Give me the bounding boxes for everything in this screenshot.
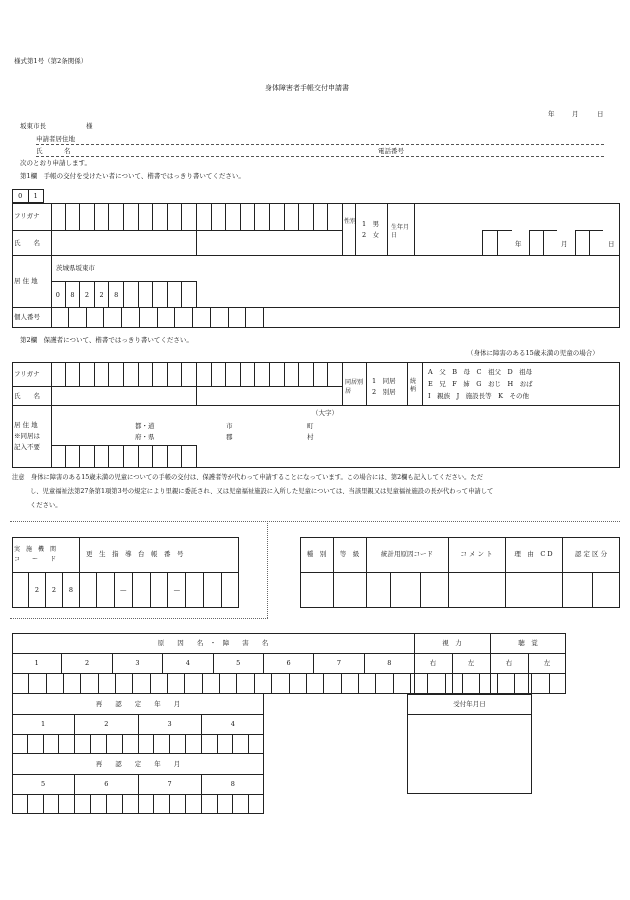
sec2-name-label: 氏 名 [14, 392, 40, 400]
recert-cells-2[interactable] [12, 794, 264, 814]
relation-line-2[interactable]: E 兄 F 姉 G おじ H おば [428, 380, 533, 388]
cause-title: 原 因 名 ・ 障 害 名 [157, 639, 269, 647]
unit-machi: 町 [307, 422, 314, 430]
relation-line-1[interactable]: A 父 B 母 C 祖父 D 祖母 [428, 368, 533, 376]
ledger-cells[interactable]: — — [79, 572, 239, 608]
sec1-heading: 第1欄 手帳の交付を受けたい者について、楷書ではっきり書いてください。 [20, 172, 245, 180]
phone-label: 電話番号 [378, 147, 404, 155]
hdr-kind: 種 別 [306, 550, 327, 558]
org-code-label-1: 実 施 機 関 [14, 546, 57, 553]
applicant-name-label: 氏 [36, 147, 43, 155]
notice-line-1: 注意 身体に障害のある15歳未満の児童についての手帳の交付は、保護者等が代わって申請することになっています。この場合には、第2欄も記入してください。ただ [12, 474, 483, 481]
vision-left: 左 [467, 659, 475, 667]
sec1-code-cells: 0 1 [12, 189, 44, 203]
org-code-cells[interactable]: 2 2 8 [12, 572, 79, 608]
furigana-input[interactable] [51, 203, 342, 230]
sec2-note: （身体に障害のある15歳未満の児童の場合） [467, 349, 599, 357]
recert-cells-1[interactable] [12, 734, 264, 754]
cut-line [10, 521, 620, 522]
sec2-furigana: フリガナ [14, 370, 40, 378]
hdr-cert-class: 認 定 区 分 [574, 550, 608, 558]
date-day: 日 [597, 110, 604, 118]
sec2-address-label-2: ※同居は [14, 432, 40, 440]
mayor: 坂東市長 [20, 122, 46, 130]
received-date-box[interactable] [407, 694, 532, 794]
recert-label-1: 再 認 定 年 月 [95, 700, 181, 708]
sec1-name-label: 氏 名 [14, 239, 40, 247]
sex-option-2[interactable]: 2 女 [362, 231, 380, 239]
unit-shi: 市 [226, 422, 233, 430]
sec2-heading: 第2欄 保護者について、楷書ではっきり書いてください。 [20, 336, 193, 344]
ledger-label: 更 生 指 導 台 帳 番 号 [86, 550, 184, 558]
postal-code-cells[interactable]: 0 8 2 2 8 [51, 281, 197, 307]
page-title: 身体障害者手帳交付申請書 [265, 84, 349, 92]
name-line [36, 156, 604, 157]
cohab-option-1[interactable]: 1 同居 [372, 377, 396, 385]
birth-year-input[interactable] [482, 230, 512, 255]
notice-line-3: ください。 [30, 502, 62, 509]
sec2-address-label-3: 記入不要 [14, 443, 40, 451]
hdr-grade: 等 級 [339, 550, 360, 558]
guardian-furigana-input[interactable] [51, 362, 342, 386]
cause-code-cells[interactable] [12, 673, 566, 694]
name-input-2[interactable] [197, 231, 341, 254]
mayor-sama: 様 [86, 122, 93, 130]
applied-text: 次のとおり申請します。 [20, 159, 91, 167]
personal-no-input[interactable] [51, 307, 264, 328]
sex-label: 性別 [344, 218, 357, 225]
unit-fuken: 府・県 [135, 433, 155, 441]
birth-day-input[interactable] [575, 230, 603, 255]
birth-year-unit: 年 [515, 240, 522, 248]
cause-number-row: 1 2 3 4 5 6 7 8 [12, 653, 414, 673]
hdr-comment: コ メ ン ト [460, 550, 493, 558]
sec1-furigana: フリガナ [14, 212, 40, 220]
guardian-postal-cells[interactable] [51, 445, 197, 468]
form-id: 様式第1号（第2条関係） [14, 57, 88, 65]
org-code-label-2: コ ー ド [14, 556, 57, 563]
sec1-address-label: 居 住 地 [14, 277, 38, 285]
applicant-address-label: 申請者居住地 [36, 135, 75, 143]
vision-right: 右 [429, 659, 437, 667]
applicant-name-label2: 名 [64, 147, 71, 155]
address-prefix: 茨城県坂東市 [56, 264, 95, 272]
relation-label: 続柄 [410, 378, 417, 394]
unit-mura: 村 [307, 433, 314, 441]
birth-month-input[interactable] [529, 230, 557, 255]
birth-month-unit: 月 [561, 240, 568, 248]
hearing-left: 左 [543, 659, 551, 667]
recert-nums-2: 5 6 7 8 [12, 774, 264, 794]
received-label: 受付年月日 [453, 700, 486, 708]
birth-label: 生年月日 [391, 224, 410, 240]
personal-no-label: 個人番号 [14, 313, 40, 321]
hdr-cause-code: 統計用原因コード [381, 550, 433, 558]
relation-line-3[interactable]: I 親族 J 施設長等 K その他 [428, 392, 530, 400]
birth-day-unit: 日 [608, 240, 615, 248]
date-year: 年 [548, 110, 555, 118]
recert-nums-1: 1 2 3 4 [12, 714, 264, 734]
hdr-reason-cd: 理 由 C D [514, 550, 553, 558]
date-month: 月 [572, 110, 579, 118]
unit-gun: 郡 [226, 433, 233, 441]
vision-label: 視 力 [442, 639, 462, 647]
recert-label-2: 再 認 定 年 月 [95, 760, 181, 768]
sec2-address-label-1: 居 住 地 [14, 421, 38, 429]
unit-todo: 都・道 [135, 422, 155, 430]
cohab-label: 同居別居 [345, 379, 364, 395]
guardian-name-input[interactable] [52, 387, 342, 404]
sex-option-1[interactable]: 1 男 [362, 220, 380, 228]
address-line [36, 144, 604, 145]
oaza-label: （大字） [312, 409, 338, 417]
notice-line-2: し、児童福祉法第27条第1項第3号の規定により里親に委託され、又は児童福祉施設に入所した児童については、当該里親又は児童福祉施設の長が代わって申請して [30, 488, 494, 495]
name-input[interactable] [52, 231, 196, 254]
cohab-option-2[interactable]: 2 別居 [372, 388, 396, 396]
hearing-right: 右 [505, 659, 513, 667]
hearing-label: 聴 覚 [518, 639, 538, 647]
